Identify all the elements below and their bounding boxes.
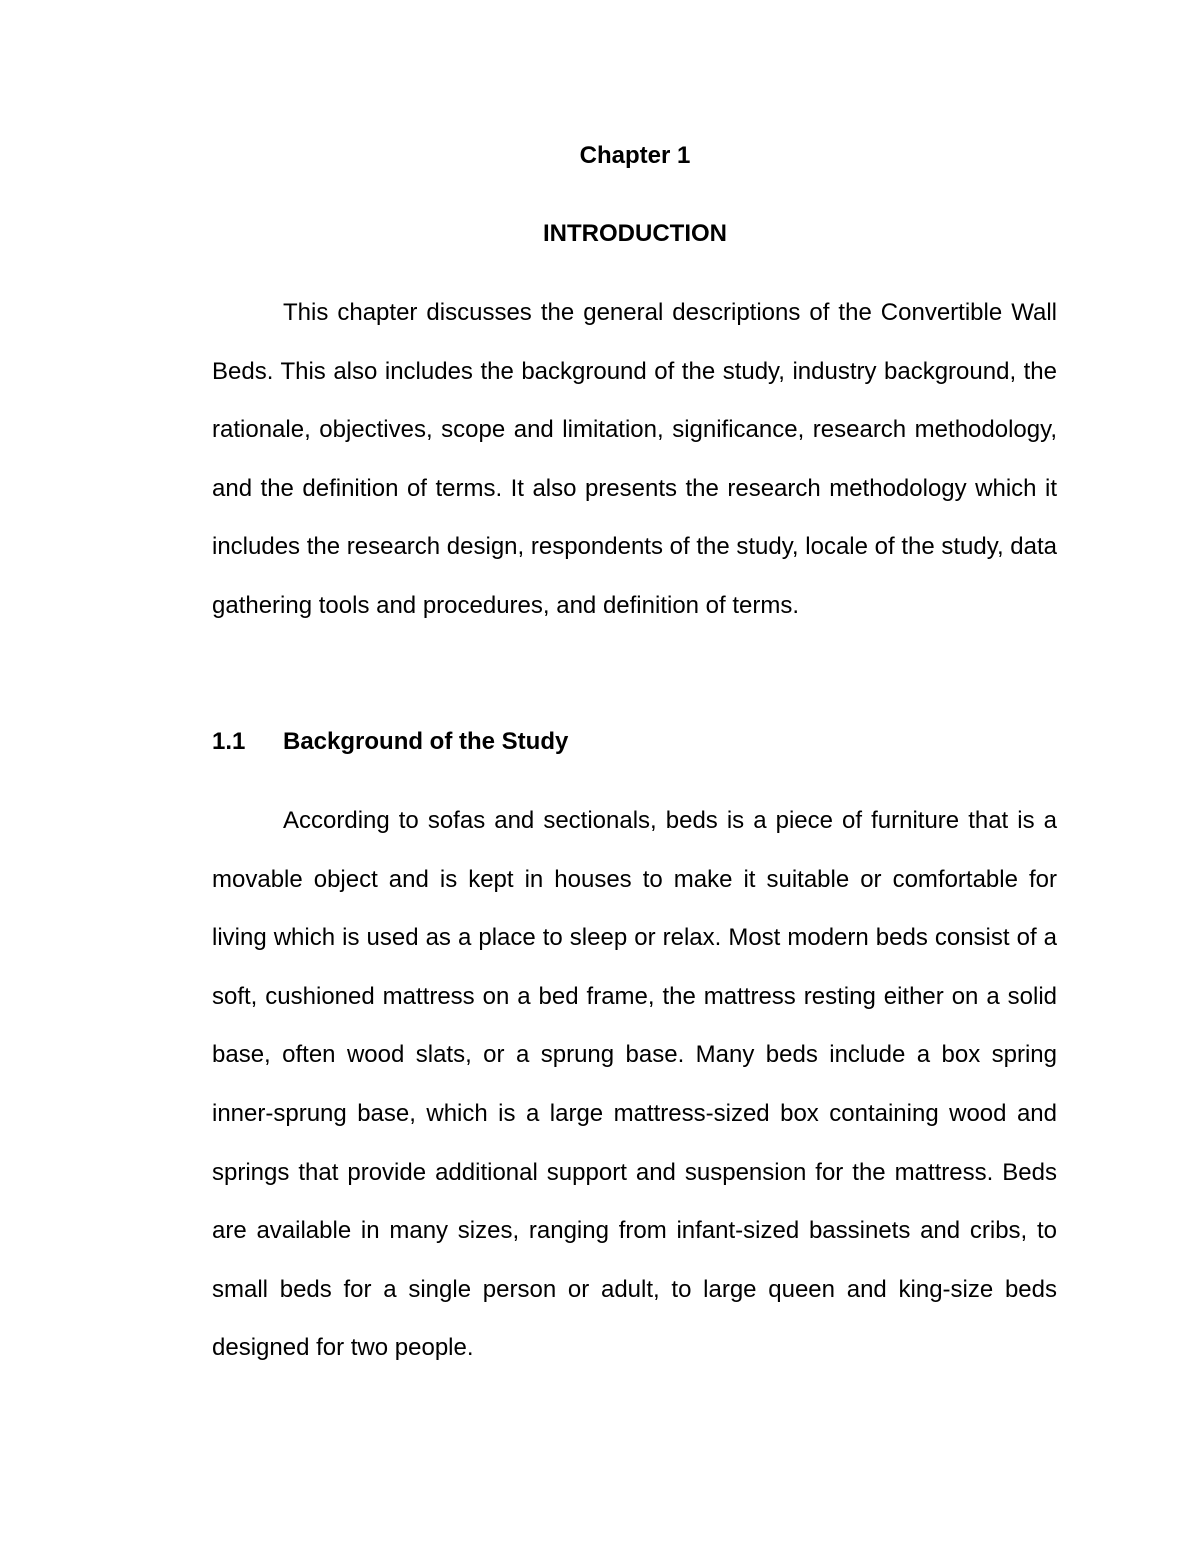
section-number: 1.1 bbox=[212, 728, 246, 755]
background-paragraph: According to sofas and sectionals, beds is a piece of furniture that is a movable object and is kept in houses to make it suitable or comfortable for living which is used as a place to sleep or relax. Most modern beds consist of a soft, cushioned mattress on a bed frame, the mattress resting either on a solid base, often wood slats, or a sprung base. Many beds include a box spring inner-sprung base, which is a large mattress-sized box containing wood and springs that provide additional support and suspension for the mattress. Beds are available in many sizes, ranging from infant-sized bassinets and cribs, to small beds for a single person or adult, to large queen and king-size beds designed for two people. bbox=[212, 807, 1057, 1362]
section-heading bbox=[212, 726, 568, 758]
section-title: Background of the Study bbox=[283, 728, 569, 755]
chapter-title: INTRODUCTION bbox=[543, 220, 727, 247]
chapter-label: Chapter 1 bbox=[579, 142, 691, 169]
intro-paragraph: This chapter discusses the general descriptions of the Convertible Wall Beds. This also includes the background of the study, industry background, the rationale, objectives, scope and limitation, significance, research methodology, and the definition of terms. It also presents the research methodology which it includes the research design, respondents of the study, locale of the study, data gathering tools and procedures, and definition of terms. bbox=[212, 299, 1057, 619]
